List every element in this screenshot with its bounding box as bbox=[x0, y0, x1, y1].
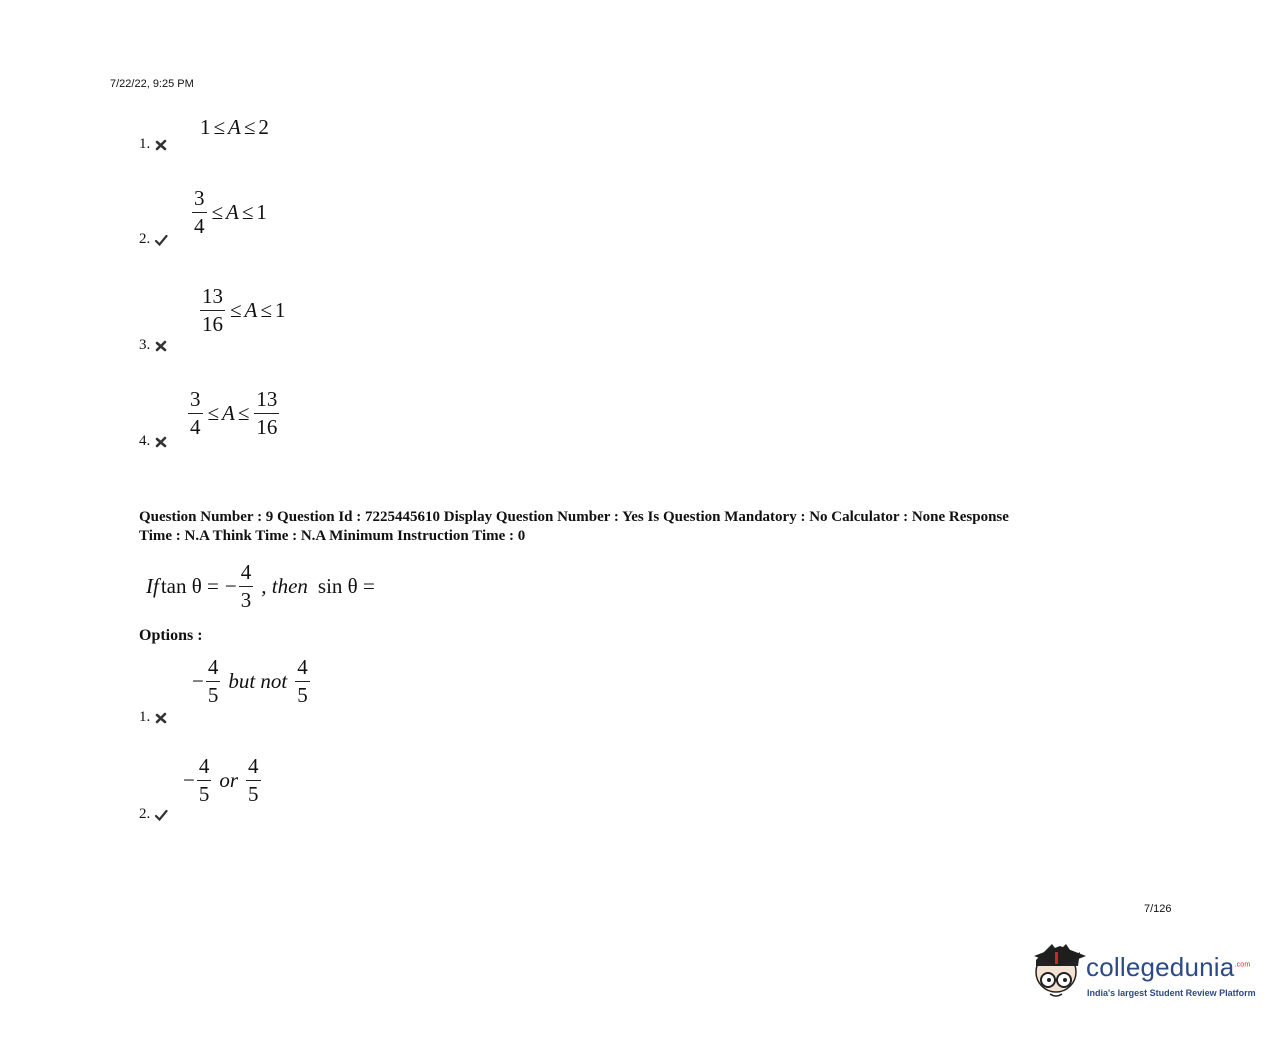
stem-then: , then bbox=[261, 574, 308, 598]
fraction: $\frac{3}{4}$ bbox=[190, 387, 201, 439]
fraction: $\frac{13}{16}$ bbox=[202, 284, 223, 336]
variable: A bbox=[244, 298, 258, 322]
page-number: 7/126 bbox=[1144, 903, 1172, 915]
option-number: 2. bbox=[139, 806, 151, 822]
variable: A bbox=[222, 401, 235, 425]
option-1-label bbox=[139, 709, 168, 726]
prev-option-2-expression bbox=[190, 188, 267, 237]
option-number: 1. bbox=[139, 709, 151, 725]
lower-bound: 1 bbox=[200, 115, 211, 139]
stem-sin: sin θ = bbox=[317, 574, 375, 598]
metadata-line: Time : N.A Think Time : N.A Minimum Instruction Time : 0 bbox=[139, 528, 526, 544]
wrong-cross-icon bbox=[154, 339, 168, 353]
prev-option-3-expression bbox=[198, 286, 285, 335]
upper-bound: 1 bbox=[274, 298, 286, 322]
wrong-cross-icon bbox=[154, 435, 168, 449]
option-text: but not bbox=[228, 669, 288, 693]
relation: ≤ bbox=[243, 115, 256, 139]
correct-check-icon bbox=[154, 233, 168, 247]
prev-option-4-label bbox=[139, 433, 168, 450]
fraction: $\frac{4}{5}$ bbox=[248, 754, 259, 806]
option-1-expression bbox=[192, 657, 312, 706]
fraction: $\frac{13}{16}$ bbox=[256, 387, 278, 439]
variable: A bbox=[228, 115, 241, 139]
metadata-line: Question Number : 9 Question Id : 7225445610 Display Question Number : Yes Is Question Mandatory : No Calculator : None Response bbox=[139, 509, 1009, 525]
option-2-label bbox=[139, 806, 168, 823]
options-label: Options : bbox=[139, 627, 203, 644]
option-number: 3. bbox=[139, 337, 151, 353]
upper-bound: 2 bbox=[258, 115, 269, 139]
wrong-cross-icon bbox=[154, 711, 168, 725]
relation: ≤ bbox=[213, 115, 226, 139]
relation: ≤ bbox=[207, 401, 220, 425]
fraction: $\frac{4}{3}$ bbox=[240, 560, 252, 612]
brand-tagline: India's largest Student Review Platform bbox=[1087, 988, 1256, 998]
question-stem bbox=[146, 562, 375, 611]
upper-bound: 1 bbox=[256, 200, 267, 224]
variable: A bbox=[226, 200, 239, 224]
prev-option-3-label bbox=[139, 337, 168, 354]
relation: ≤ bbox=[237, 401, 250, 425]
stem-tan: tan θ = bbox=[160, 574, 219, 598]
option-number: 4. bbox=[139, 433, 151, 449]
option-number: 1. bbox=[139, 136, 151, 152]
print-timestamp: 7/22/22, 9:25 PM bbox=[110, 78, 194, 90]
option-text: or bbox=[219, 768, 239, 792]
correct-check-icon bbox=[154, 808, 168, 822]
relation: ≤ bbox=[241, 200, 254, 224]
prev-option-4-expression bbox=[186, 389, 281, 438]
minus-sign: − bbox=[192, 669, 204, 693]
option-number: 2. bbox=[139, 231, 151, 247]
relation: ≤ bbox=[260, 298, 272, 322]
fraction: $\frac{3}{4}$ bbox=[194, 186, 205, 238]
prev-option-1-expression bbox=[200, 115, 269, 140]
minus-sign: − bbox=[183, 768, 195, 792]
relation: ≤ bbox=[211, 200, 224, 224]
brand-suffix: .com bbox=[1234, 961, 1251, 969]
prev-option-2-label bbox=[139, 231, 168, 248]
relation: ≤ bbox=[230, 298, 242, 322]
brand-name[interactable]: collegedunia$^{.com}$ bbox=[1086, 952, 1251, 982]
fraction: $\frac{4}{5}$ bbox=[198, 754, 210, 806]
fraction: $\frac{4}{5}$ bbox=[207, 655, 219, 707]
question-metadata bbox=[139, 508, 1159, 546]
prev-option-1-label bbox=[139, 136, 168, 153]
wrong-cross-icon bbox=[154, 138, 168, 152]
stem-if: If bbox=[146, 574, 159, 598]
fraction: $\frac{4}{5}$ bbox=[297, 655, 308, 707]
minus-sign: − bbox=[224, 574, 237, 598]
option-2-expression bbox=[183, 756, 263, 805]
